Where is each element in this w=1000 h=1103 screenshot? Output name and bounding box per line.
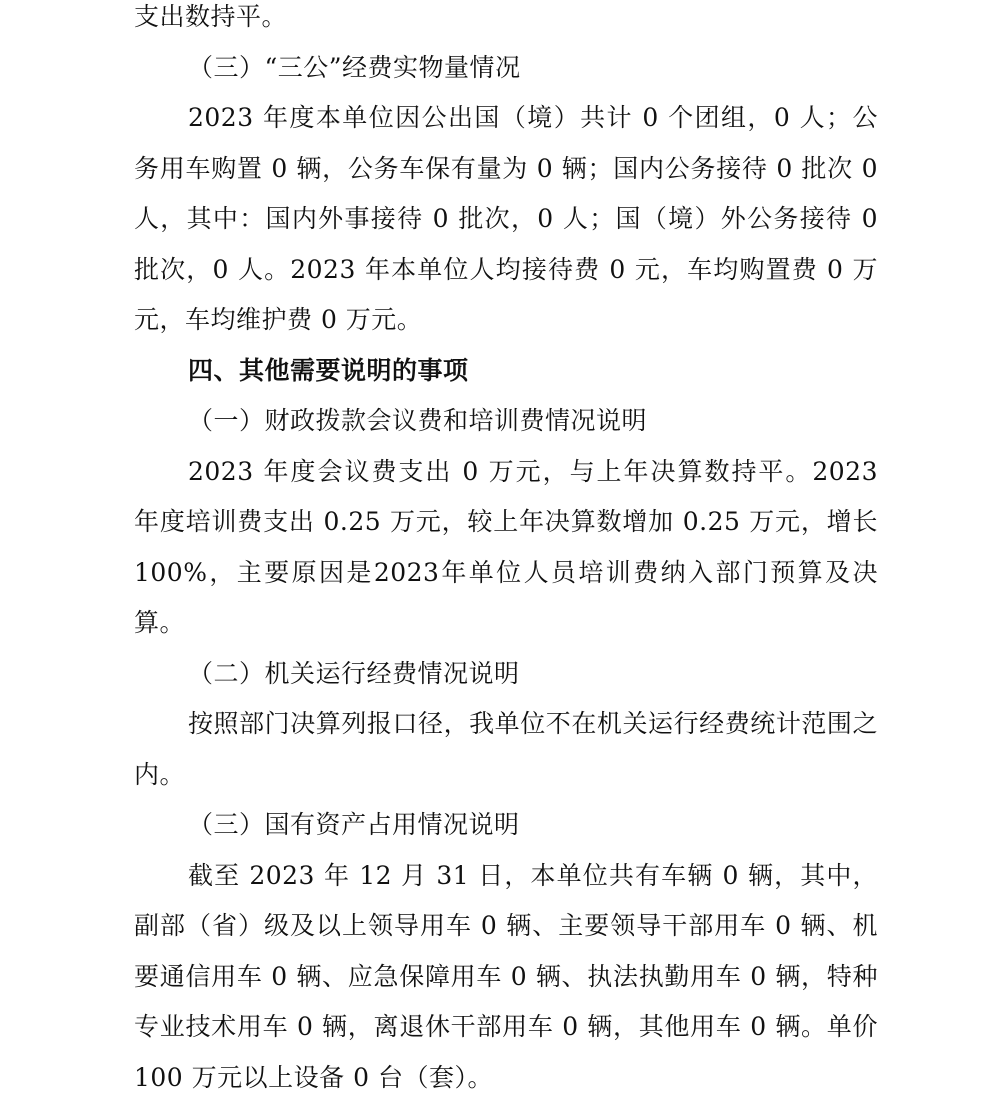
section-heading-other-matters: 四、其他需要说明的事项 xyxy=(134,346,878,397)
paragraph-agency-operating: 按照部门决算列报口径，我单位不在机关运行经费统计范围之内。 xyxy=(134,699,878,800)
document-page xyxy=(134,0,878,1103)
heading-sangong-physical: （三）“三公”经费实物量情况 xyxy=(134,43,878,94)
heading-agency-operating: （二）机关运行经费情况说明 xyxy=(134,649,878,700)
paragraph-meeting-training: 2023 年度会议费支出 0 万元，与上年决算数持平。2023 年度培训费支出 0.25 万元，较上年决算数增加 0.25 万元，增长100%，主要原因是2023年单位人员培训费纳入部门预算及决算。 xyxy=(134,447,878,649)
heading-meeting-training: （一）财政拨款会议费和培训费情况说明 xyxy=(134,396,878,447)
paragraph-sangong-physical: 2023 年度本单位因公出国（境）共计 0 个团组，0 人；公务用车购置 0 辆，公务车保有量为 0 辆；国内公务接待 0 批次 0 人，其中：国内外事接待 0 批次，0 人；国（境）外公务接待 0 批次，0 人。2023 年本单位人均接待费 0 元，车均购置费 0 万元，车均维护费 0 万元。 xyxy=(134,93,878,346)
paragraph-state-assets: 截至 2023 年 12 月 31 日，本单位共有车辆 0 辆，其中，副部（省）级及以上领导用车 0 辆、主要领导干部用车 0 辆、机要通信用车 0 辆、应急保障用车 0 辆、执法执勤用车 0 辆，特种专业技术用车 0 辆，离退休干部用车 0 辆，其他用车 0 辆。单价 100 万元以上设备 0 台（套）。 xyxy=(134,851,878,1103)
paragraph-continuation: 支出数持平。 xyxy=(134,0,878,43)
heading-state-assets: （三）国有资产占用情况说明 xyxy=(134,800,878,851)
